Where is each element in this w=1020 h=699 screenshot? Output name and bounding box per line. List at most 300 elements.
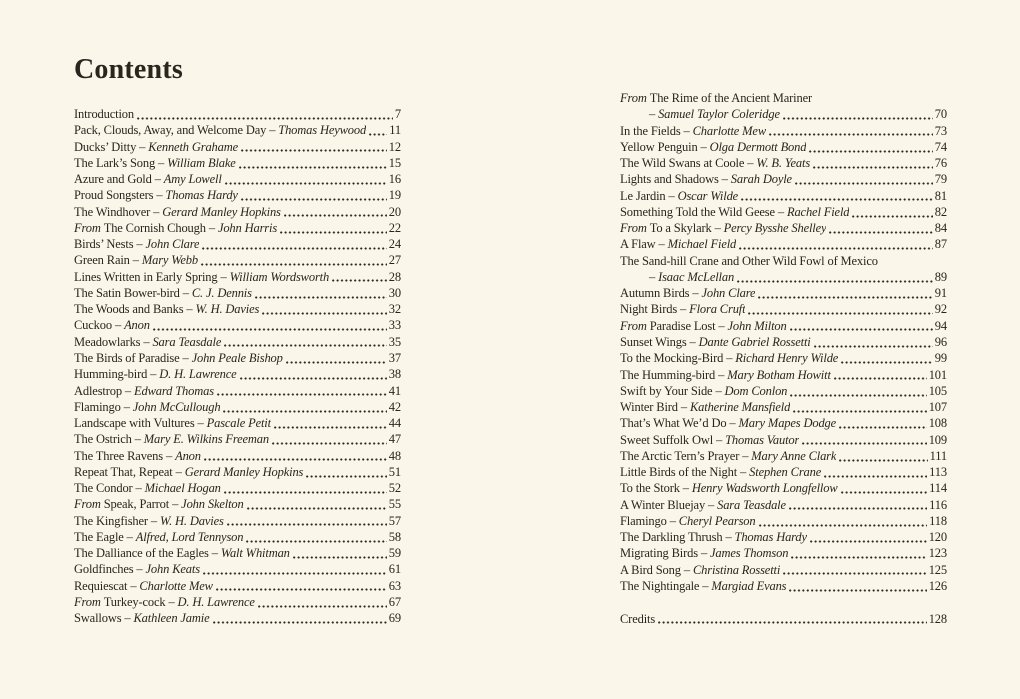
toc-entry: [74, 285, 401, 301]
page-number: 111: [929, 448, 947, 463]
page-number: 101: [928, 367, 947, 382]
author-name: Thomas Hardy: [165, 188, 238, 203]
dot-leader: [262, 312, 387, 315]
entry-title: Le Jardin – Oscar Wilde: [620, 188, 739, 203]
toc-entry: [620, 139, 947, 155]
entry-title: Adlestrop – Edward Thomas: [74, 383, 214, 398]
dot-leader: [306, 475, 387, 478]
author-name: Flora Cruft: [689, 302, 746, 317]
page-number: 114: [929, 481, 947, 496]
page-number: 42: [388, 399, 401, 414]
page-number: 55: [388, 497, 401, 512]
toc-entry: [620, 432, 947, 448]
entry-title: Lines Written in Early Spring – William Wordsworth: [74, 269, 330, 284]
author-name: Sarah Doyle: [730, 172, 792, 187]
entry-title: The Sand-hill Crane and Other Wild Fowl of Mexico: [620, 253, 878, 268]
entry-title: Cuckoo – Anon: [74, 318, 150, 333]
toc-entry: [74, 464, 401, 480]
toc-entry: [74, 171, 401, 187]
entry-title: From The Cornish Chough – John Harris: [74, 220, 278, 235]
author-name: Thomas Hardy: [734, 530, 807, 545]
author-name: Kathleen Jamie: [133, 611, 210, 626]
dot-leader: [758, 296, 932, 299]
author-name: Sara Teasdale: [152, 334, 222, 349]
from-prefix: From: [74, 594, 104, 609]
dot-leader: [841, 491, 928, 494]
author-name: Stephen Crane: [749, 465, 822, 480]
dot-leader: [246, 540, 386, 543]
toc-entry: [620, 155, 947, 171]
entry-title: The Condor – Michael Hogan: [74, 481, 221, 496]
toc-entry: [620, 562, 947, 578]
toc-entry: [74, 236, 401, 252]
dot-leader: [224, 344, 387, 347]
page-number: 57: [388, 513, 401, 528]
toc-column-left: [74, 106, 401, 627]
page-number: 30: [388, 285, 401, 300]
page-number: 38: [388, 367, 401, 382]
toc-entry: [620, 399, 947, 415]
page-number: 51: [388, 464, 401, 479]
toc-entry: [620, 301, 947, 317]
entry-title: To the Stork – Henry Wadsworth Longfellow: [620, 481, 838, 496]
page-number: 113: [929, 465, 947, 480]
entry-title: The Dalliance of the Eagles – Walt Whitman: [74, 546, 290, 561]
entry-title: From Paradise Lost – John Milton: [620, 318, 787, 333]
toc-entry: [620, 415, 947, 431]
entry-title: The Birds of Paradise – John Peale Bishop: [74, 350, 283, 365]
toc-entry: [74, 269, 401, 285]
dot-leader: [286, 361, 387, 364]
author-name: Alfred, Lord Tennyson: [135, 529, 244, 544]
entry-title: Ducks’ Ditty – Kenneth Grahame: [74, 139, 239, 154]
entry-author-line: [620, 106, 780, 122]
entry-title: Green Rain – Mary Webb: [74, 253, 199, 268]
dot-leader: [223, 410, 386, 413]
author-name: Sara Teasdale: [717, 497, 786, 512]
entry-title: A Flaw – Michael Field: [620, 237, 737, 252]
page-number: 20: [388, 204, 401, 219]
entry-title: Swift by Your Side – Dom Conlon: [620, 383, 788, 398]
toc-column-right: [620, 90, 947, 627]
dot-leader: [739, 247, 933, 250]
toc-entry: [74, 480, 401, 496]
author-name: Percy Bysshe Shelley: [723, 221, 827, 236]
author-name: Gerard Manley Hopkins: [162, 204, 281, 219]
author-name: Mary Botham Howitt: [727, 367, 831, 382]
entry-title: Autumn Birds – John Clare: [620, 286, 756, 301]
author-name: W. B. Yeats: [756, 156, 811, 171]
author-name: Mary E. Wilkins Freeman: [143, 432, 270, 447]
from-prefix: From: [74, 220, 104, 235]
entry-title: Introduction: [74, 107, 134, 121]
toc-entry: [620, 545, 947, 561]
entry-title: The Windhover – Gerard Manley Hopkins: [74, 204, 281, 219]
author-name: Mary Webb: [141, 253, 199, 268]
page-number: 28: [388, 269, 401, 284]
toc-entry: [620, 464, 947, 480]
dot-leader: [810, 540, 927, 543]
dot-leader: [227, 523, 387, 526]
author-name: John Harris: [217, 220, 278, 235]
page-number: 16: [388, 172, 401, 187]
toc-entry: [620, 513, 947, 529]
dot-leader: [241, 149, 387, 152]
page-number: 74: [934, 139, 947, 154]
page-number: 61: [388, 562, 401, 577]
author-name: Olga Dermott Bond: [709, 139, 807, 154]
toc-entry: [74, 155, 401, 171]
dot-leader: [201, 263, 387, 266]
entry-title: The Arctic Tern’s Prayer – Mary Anne Clark: [620, 448, 837, 463]
entry-title: Humming-bird – D. H. Lawrence: [74, 367, 237, 382]
toc-entry: [620, 188, 947, 204]
author-name: John McCullough: [132, 399, 221, 414]
dot-leader: [839, 426, 927, 429]
author-name: John Clare: [701, 286, 756, 301]
dot-leader: [759, 524, 928, 527]
dot-leader: [216, 588, 387, 591]
entry-title: Requiescat – Charlotte Mew: [74, 578, 213, 593]
dot-leader: [791, 556, 926, 559]
author-name: William Blake: [167, 155, 236, 170]
toc-entry: [74, 252, 401, 268]
toc-entry: [74, 578, 401, 594]
author-name: Oscar Wilde: [677, 188, 739, 203]
page-title: Contents: [74, 54, 183, 85]
author-name: W. H. Davies: [195, 302, 260, 317]
entry-title: The Wild Swans at Coole – W. B. Yeats: [620, 156, 811, 171]
toc-entry: [620, 253, 947, 269]
from-prefix: From: [620, 221, 650, 236]
author-name: Katherine Mansfield: [689, 400, 791, 415]
author-name: Thomas Heywood: [278, 123, 367, 138]
author-name: John Peale Bishop: [191, 350, 283, 365]
author-name: C. J. Dennis: [191, 285, 252, 300]
toc-entry: [620, 285, 947, 301]
entry-title: The Nightingale – Margiad Evans: [620, 578, 787, 593]
entry-title: The Lark’s Song – William Blake: [74, 155, 236, 170]
dot-leader: [255, 296, 387, 299]
author-name: Dom Conlon: [724, 383, 788, 398]
author-name: Pascale Petit: [206, 416, 271, 431]
toc-entry: [620, 529, 947, 545]
page-number: 76: [934, 156, 947, 171]
entry-title: The Eagle – Alfred, Lord Tennyson: [74, 529, 244, 544]
page-number: 15: [388, 155, 401, 170]
dot-leader: [658, 621, 927, 624]
author-name: Edward Thomas: [134, 383, 214, 398]
page-number: 67: [388, 594, 401, 609]
dot-leader: [795, 182, 933, 185]
entry-title: A Bird Song – Christina Rossetti: [620, 562, 781, 577]
entry-title: From Turkey-cock – D. H. Lawrence: [74, 594, 255, 609]
entry-title: Winter Bird – Katherine Mansfield: [620, 400, 791, 415]
author-name: Amy Lowell: [163, 172, 222, 187]
toc-entry-continuation: [620, 106, 947, 122]
toc-entry: [74, 106, 401, 122]
page-number: 12: [388, 139, 401, 154]
toc-entry: [74, 496, 401, 512]
from-prefix: From: [620, 91, 650, 105]
toc-entry: [620, 578, 947, 594]
toc-entry: [620, 367, 947, 383]
toc-entry: [74, 187, 401, 203]
entry-title: The Kingfisher – W. H. Davies: [74, 513, 224, 528]
page-number: 99: [934, 351, 947, 366]
toc-entry: [620, 236, 947, 252]
entry-title: Lights and Shadows – Sarah Doyle: [620, 172, 792, 187]
author-name: Mary Anne Clark: [751, 448, 837, 463]
toc-entry: [620, 334, 947, 350]
author-name: Michael Field: [667, 237, 737, 252]
dot-leader: [834, 377, 927, 380]
author-name: Gerard Manley Hopkins: [184, 464, 304, 479]
entry-title: Pack, Clouds, Away, and Welcome Day – Thomas Heywood: [74, 123, 367, 138]
author-name: Henry Wadsworth Longfellow: [691, 481, 838, 496]
toc-entry: [620, 318, 947, 334]
page-number: 81: [934, 188, 947, 203]
author-name: W. H. Davies: [159, 513, 224, 528]
dot-leader: [783, 117, 933, 120]
page-number: 123: [928, 546, 947, 561]
toc-entry-continuation: [620, 269, 947, 285]
toc-entry: [74, 317, 401, 333]
page-number: 58: [388, 529, 401, 544]
page-number: 70: [934, 107, 947, 122]
page-number: 69: [388, 611, 401, 626]
page-number: 33: [388, 318, 401, 333]
page-number: 27: [388, 253, 401, 268]
page-number: 73: [934, 123, 947, 138]
toc-entry: [74, 139, 401, 155]
author-name: Anon: [124, 318, 150, 333]
entry-title: Proud Songsters – Thomas Hardy: [74, 188, 238, 203]
author-name: D. H. Lawrence: [159, 367, 237, 382]
author-name: Charlotte Mew: [139, 578, 213, 593]
entry-title: Little Birds of the Night – Stephen Crane: [620, 465, 822, 480]
dot-leader: [790, 328, 933, 331]
author-name: Kenneth Grahame: [148, 139, 239, 154]
entry-title: The Ostrich – Mary E. Wilkins Freeman: [74, 432, 270, 447]
toc-entry: [620, 204, 947, 220]
dot-leader: [272, 442, 387, 445]
author-name: Charlotte Mew: [692, 123, 767, 138]
toc-entry: [74, 594, 401, 610]
entry-title: The Humming-bird – Mary Botham Howitt: [620, 367, 831, 382]
entry-title: From The Rime of the Ancient Mariner: [620, 91, 813, 105]
page-number: 48: [388, 448, 401, 463]
page-number: 94: [934, 318, 947, 333]
page-number: 120: [928, 530, 947, 545]
dot-leader: [284, 214, 387, 217]
entry-title: Something Told the Wild Geese – Rachel Field: [620, 204, 850, 219]
entry-title: Swallows – Kathleen Jamie: [74, 611, 210, 626]
dot-leader: [824, 475, 927, 478]
column-gap-spacer: [620, 594, 947, 610]
entry-title: Sweet Suffolk Owl – Thomas Vautor: [620, 432, 800, 447]
page-number: 35: [388, 334, 401, 349]
page-number: 52: [388, 481, 401, 496]
page-number: 118: [929, 513, 947, 528]
toc-entry: [74, 415, 401, 431]
page-number: 89: [934, 269, 947, 284]
page-number: 63: [388, 578, 401, 593]
dot-leader: [239, 166, 387, 169]
toc-entry: [620, 480, 947, 496]
dot-leader: [332, 279, 387, 282]
page-number: 79: [934, 172, 947, 187]
entry-title: Night Birds – Flora Cruft: [620, 302, 746, 317]
page-number: 11: [389, 123, 401, 138]
dot-leader: [280, 231, 387, 234]
entry-title: The Woods and Banks – W. H. Davies: [74, 302, 260, 317]
page-number: 41: [388, 383, 401, 398]
dot-leader: [741, 198, 933, 201]
toc-entry: [620, 220, 947, 236]
entry-title: In the Fields – Charlotte Mew: [620, 123, 767, 138]
entry-title: Migrating Birds – James Thomson: [620, 546, 789, 561]
dot-leader: [841, 361, 933, 364]
toc-entry: [620, 123, 947, 139]
toc-entry: [74, 334, 401, 350]
entry-title: The Three Ravens – Anon: [74, 448, 201, 463]
entry-author-line: [620, 269, 734, 285]
toc-entry: [620, 171, 947, 187]
page-number: 116: [929, 497, 947, 512]
toc-entry: [74, 220, 401, 236]
dot-leader: [789, 507, 927, 510]
author-name: Christina Rossetti: [692, 562, 781, 577]
page-number: 107: [928, 400, 947, 415]
page-number: 19: [388, 188, 401, 203]
dot-leader: [829, 231, 932, 234]
dot-leader: [225, 182, 387, 185]
author-name: John Milton: [727, 318, 787, 333]
toc-entry: [74, 431, 401, 447]
author-name: Anon: [175, 448, 201, 463]
dot-leader: [258, 605, 387, 608]
toc-entry: [620, 350, 947, 366]
page-number: 108: [928, 416, 947, 431]
toc-entry: [74, 529, 401, 545]
dot-leader: [153, 328, 387, 331]
page-number: 47: [388, 432, 401, 447]
entry-title: Azure and Gold – Amy Lowell: [74, 172, 222, 187]
page-number: 105: [928, 383, 947, 398]
author-name: William Wordsworth: [229, 269, 330, 284]
toc-entry: [74, 350, 401, 366]
page-number: 126: [928, 578, 947, 593]
dot-leader: [793, 410, 926, 413]
toc-entry: [620, 383, 947, 399]
dot-leader: [802, 442, 926, 445]
toc-entry: [620, 448, 947, 464]
author-name: – Samuel Taylor Coleridge: [649, 107, 780, 122]
entry-title: From Speak, Parrot – John Skelton: [74, 497, 244, 512]
from-prefix: From: [74, 497, 104, 512]
toc-entry: [620, 497, 947, 513]
dot-leader: [217, 393, 387, 396]
toc-entry: [74, 561, 401, 577]
page-number: 87: [934, 237, 947, 252]
dot-leader: [839, 459, 927, 462]
page-number: 91: [934, 286, 947, 301]
entry-title: Repeat That, Repeat – Gerard Manley Hopkins: [74, 464, 304, 479]
toc-entry: [74, 513, 401, 529]
dot-leader: [852, 215, 932, 218]
toc-entry: [74, 204, 401, 220]
entry-title: The Satin Bower-bird – C. J. Dennis: [74, 285, 252, 300]
author-name: Richard Henry Wilde: [735, 351, 839, 366]
dot-leader: [213, 621, 387, 624]
page-number: 128: [928, 611, 947, 626]
dot-leader: [203, 572, 387, 575]
dot-leader: [809, 150, 932, 153]
entry-title: Landscape with Vultures – Pascale Petit: [74, 416, 271, 431]
dot-leader: [274, 426, 387, 429]
dot-leader: [813, 166, 933, 169]
entry-title: The Darkling Thrush – Thomas Hardy: [620, 530, 807, 545]
dot-leader: [783, 572, 927, 575]
toc-entry: [74, 545, 401, 561]
page-number: 125: [928, 562, 947, 577]
entry-title: Sunset Wings – Dante Gabriel Rossetti: [620, 334, 811, 349]
dot-leader: [790, 394, 926, 397]
page-number: 59: [388, 546, 401, 561]
entry-title: From To a Skylark – Percy Bysshe Shelley: [620, 221, 827, 236]
page-number: 84: [934, 221, 947, 236]
page-number: 24: [388, 237, 401, 252]
page-number: 109: [928, 432, 947, 447]
page-number: 92: [934, 302, 947, 317]
toc-entry: [74, 366, 401, 382]
dot-leader: [247, 507, 387, 510]
entry-title: To the Mocking-Bird – Richard Henry Wilde: [620, 351, 839, 366]
entry-title: A Winter Bluejay – Sara Teasdale: [620, 497, 786, 512]
dot-leader: [224, 491, 387, 494]
author-name: John Skelton: [181, 497, 244, 512]
dot-leader: [769, 133, 933, 136]
toc-entry: [74, 122, 401, 138]
dot-leader: [204, 458, 387, 461]
page-number: 44: [388, 416, 401, 431]
page-number: 82: [934, 204, 947, 219]
dot-leader: [737, 280, 933, 283]
toc-entry: [74, 383, 401, 399]
author-name: Rachel Field: [786, 204, 850, 219]
page-number: 7: [394, 107, 401, 121]
author-name: Thomas Vautor: [725, 432, 800, 447]
entry-title: Goldfinches – John Keats: [74, 562, 200, 577]
entry-title: Meadowlarks – Sara Teasdale: [74, 334, 222, 349]
author-name: Walt Whitman: [220, 546, 290, 561]
toc-entry: [74, 301, 401, 317]
author-name: Michael Hogan: [144, 481, 221, 496]
entry-title: Flamingo – John McCullough: [74, 399, 221, 414]
author-name: – Isaac McLellan: [649, 269, 735, 284]
dot-leader: [748, 312, 932, 315]
author-name: Margiad Evans: [711, 578, 787, 593]
dot-leader: [241, 198, 387, 201]
toc-entry: [74, 610, 401, 626]
author-name: John Keats: [145, 562, 200, 577]
page-number: 37: [388, 350, 401, 365]
entry-title: Credits: [620, 611, 656, 626]
toc-entry: [74, 448, 401, 464]
from-prefix: From: [620, 318, 650, 333]
page-number: 32: [388, 302, 401, 317]
